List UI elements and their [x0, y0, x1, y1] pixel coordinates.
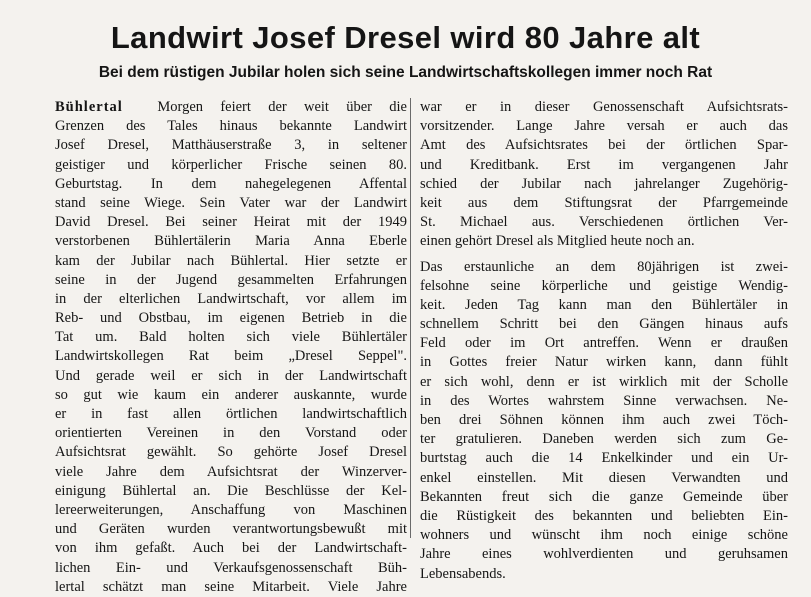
text-line: Aufsichtsrat gewählt. So gehörte Josef Dresel — [55, 444, 407, 461]
text-line: Landwirtskollegen Rat beim „Dresel Seppel". — [55, 348, 407, 365]
text-line: Bühlertal Morgen feiert der weit über die — [55, 99, 407, 115]
text-line: schnellem Schritt bei den Gängen hinaus aufs — [420, 316, 788, 333]
text-line: Feld oder im Ort antreffen. Wenn er draußen — [420, 335, 788, 352]
text-line: vorsitzender. Lange Jahre versah er auch das — [420, 118, 788, 135]
text-line: einigung Bühlertal an. Die Beschlüsse der Kel- — [55, 482, 407, 499]
text-line: Josef Dresel, Matthäuserstraße 3, in seltener — [55, 137, 407, 154]
text-line: einen gehört Dresel als Mitglied heute noch an. — [420, 233, 695, 250]
text-line: Amt des Aufsichtsrates bei der örtlichen Spar- — [420, 137, 788, 154]
text-line: seine in der Jugend gesammelten Erfahrungen — [55, 271, 407, 288]
text-line: schied der Jubilar nach jahrelanger Zugehörig- — [420, 175, 788, 192]
text-line: David Dresel. Bei seiner Heirat mit der 1949 — [55, 214, 407, 231]
text-line: in Gottes freier Natur wirken kann, dann fühlt — [420, 354, 788, 371]
text-line: von ihm gefaßt. Auch bei der Landwirtschaft- — [55, 540, 407, 557]
left-column — [55, 98, 407, 597]
text-line: stand seine Wiege. Sein Vater war der Landwirt — [55, 194, 407, 211]
text-line: Und gerade weil er sich in der Landwirtschaft — [55, 367, 407, 384]
text-line: lertal schätzt man seine Mitarbeit. Viele Jahre — [55, 578, 407, 595]
dateline: Bühlertal — [55, 99, 123, 115]
text-line: und Kreditbank. Erst im vergangenen Jahr — [420, 156, 788, 173]
text-line: so gut wie kaum ein anderer auskannte, wurde — [55, 386, 407, 403]
text-line: Das erstaunliche an dem 80jährigen ist zwei- — [420, 258, 788, 275]
text-line: burtstag auch die 14 Enkelkinder und ein Ur- — [420, 450, 788, 467]
text-line: wohners und wünscht ihm noch einige schöne — [420, 527, 788, 544]
text-line: keit. Jeden Tag kann man den Bühlertäler in — [420, 296, 788, 313]
text-line: lereerweiterungen, Anschaffung von Maschinen — [55, 501, 407, 518]
text-line: Jahre eines wohlverdienten und geruhsamen — [420, 546, 788, 563]
text-line: lichen Ein- und Verkaufsgenossenschaft Büh- — [55, 559, 407, 576]
text-line: Geburtstag. In dem nahegelegenen Affental — [55, 175, 407, 192]
text-line: viele Jahre dem Aufsichtsrat der Winzerver- — [55, 463, 407, 480]
text-line: in des Wortes wahrstem Sinne verwachsen. Ne- — [420, 392, 788, 409]
text-line: orientierten Vereinen in den Vorstand oder — [55, 425, 407, 442]
text-line: verstorbenen Bühlertälerin Maria Anna Eberle — [55, 233, 407, 250]
text-line: ter gratulieren. Daneben werden sich zum Ge- — [420, 431, 788, 448]
text-line: Bekannten freut sich die ganze Gemeinde über — [420, 488, 788, 505]
text-line: enkel einstellen. Mit diesen Verwandten und — [420, 469, 788, 486]
text-line: in der elterlichen Landwirtschaft, vor allem im — [55, 290, 407, 307]
text-line: war er in dieser Genossenschaft Aufsichtsrats- — [420, 99, 788, 115]
text-line: Grenzen des Tales hinaus bekannte Landwirt — [55, 118, 407, 135]
text-line: St. Michael aus. Verschiedenen örtlichen Ver- — [420, 214, 788, 231]
text-line: er sich wohl, denn er ist wirklich mit der Scholle — [420, 373, 788, 390]
text-line: geistiger und körperlicher Frische seinen 80. — [55, 156, 407, 173]
column-divider — [410, 98, 411, 538]
text-line: kam der Jubilar nach Bühlertal. Hier setzte er — [55, 252, 407, 269]
text-line: und Geräten wurden verantwortungsbewußt mit — [55, 521, 407, 538]
headline: Landwirt Josef Dresel wird 80 Jahre alt — [110, 20, 701, 55]
text-line: ben drei Söhnen können ihm auch zwei Töch- — [420, 412, 788, 428]
text-line: felsohne seine körperliche und geistige Wendig- — [420, 277, 788, 294]
right-column — [420, 98, 788, 584]
text-line: Lebensabends. — [420, 565, 506, 582]
subheadline: Bei dem rüstigen Jubilar holen sich seine Landwirtschaftskollegen immer noch Rat — [98, 64, 713, 81]
text-line: keit aus dem Stiftungsrat der Pfarrgemeinde — [420, 194, 788, 211]
text-line: Reb- und Obstbau, im eigenen Betrieb in die — [55, 310, 407, 327]
text-line: Tat um. Bald holten sich viele Bühlertäler — [55, 329, 407, 346]
text-line: die Rüstigkeit des bekannten und beliebten Ein- — [420, 507, 788, 524]
text-line: er in fast allen örtlichen landwirtschaftlich — [55, 406, 407, 422]
